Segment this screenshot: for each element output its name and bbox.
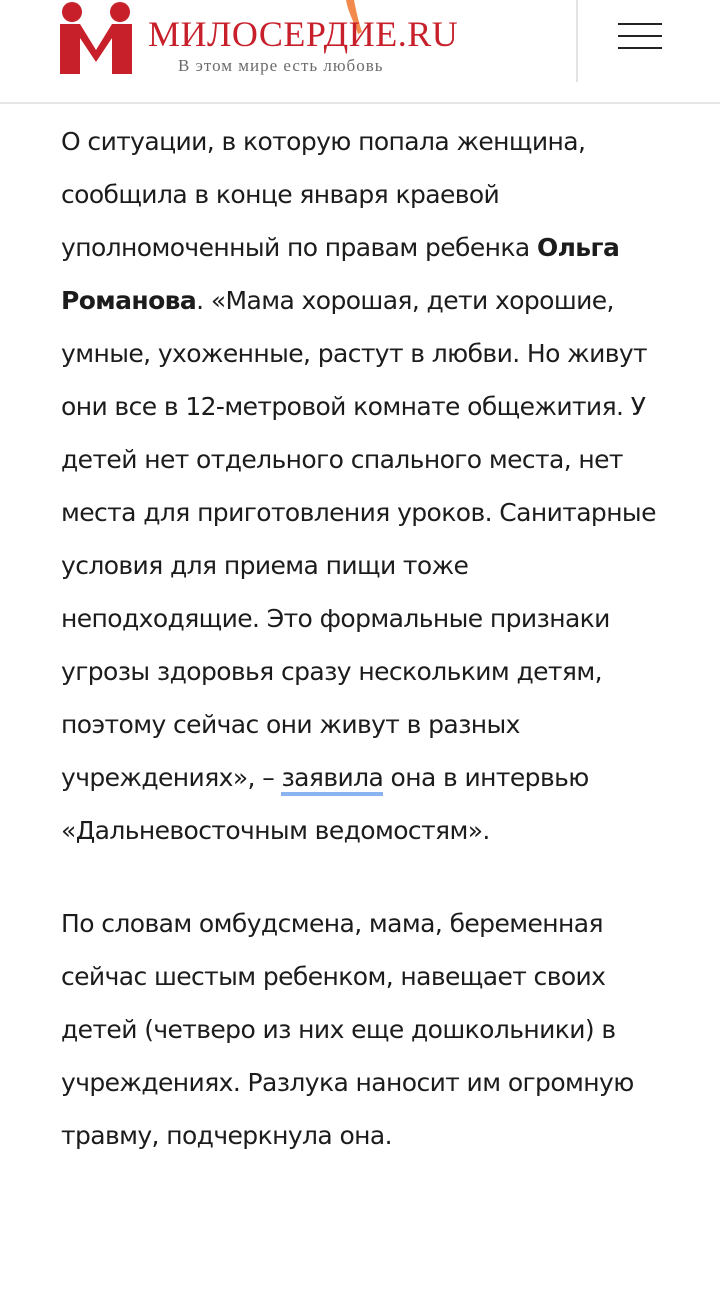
miloserdie-m-logo-icon — [58, 0, 134, 78]
quote-text: . «Мама хорошая, дети хорошие, умные, ухоженные, растут в любви. Но живут они все в 12-метровой комнате общежития. У детей нет отдельного спального места, нет места для приготовления уроков. Санитарные условия для приема пищи тоже неподходящие. Это формальные признаки угрозы здоровья сразу нескольким детям, поэтому сейчас они живут в разных учреждениях», – — [61, 286, 656, 792]
menu-button[interactable] — [606, 16, 674, 60]
paragraph-text: О ситуации, в которую попала женщина, сообщила в конце января краевой уполномоченный по правам ребенка — [61, 127, 586, 262]
person-name: Ольга Романова — [61, 233, 620, 315]
site-header — [0, 0, 720, 104]
paragraph-text-end: она в интервью «Дальневосточным ведомостям». — [61, 763, 589, 845]
article-body — [61, 115, 671, 1202]
header-divider — [576, 0, 578, 82]
site-logo[interactable] — [58, 0, 528, 82]
logo-tagline: В этом мире есть любовь — [178, 56, 384, 75]
logo-title: МИЛОСЕРДИЕ.RU — [148, 14, 459, 54]
source-link[interactable]: заявила — [281, 763, 383, 796]
article-paragraph — [61, 115, 671, 857]
article-paragraph: По словам омбудсмена, мама, беременная сейчас шестым ребенком, навещает своих детей (четверо из них еще дошкольники) в учреждениях. Разлука наносит им огромную травму, подчеркнула она. — [61, 909, 634, 1150]
